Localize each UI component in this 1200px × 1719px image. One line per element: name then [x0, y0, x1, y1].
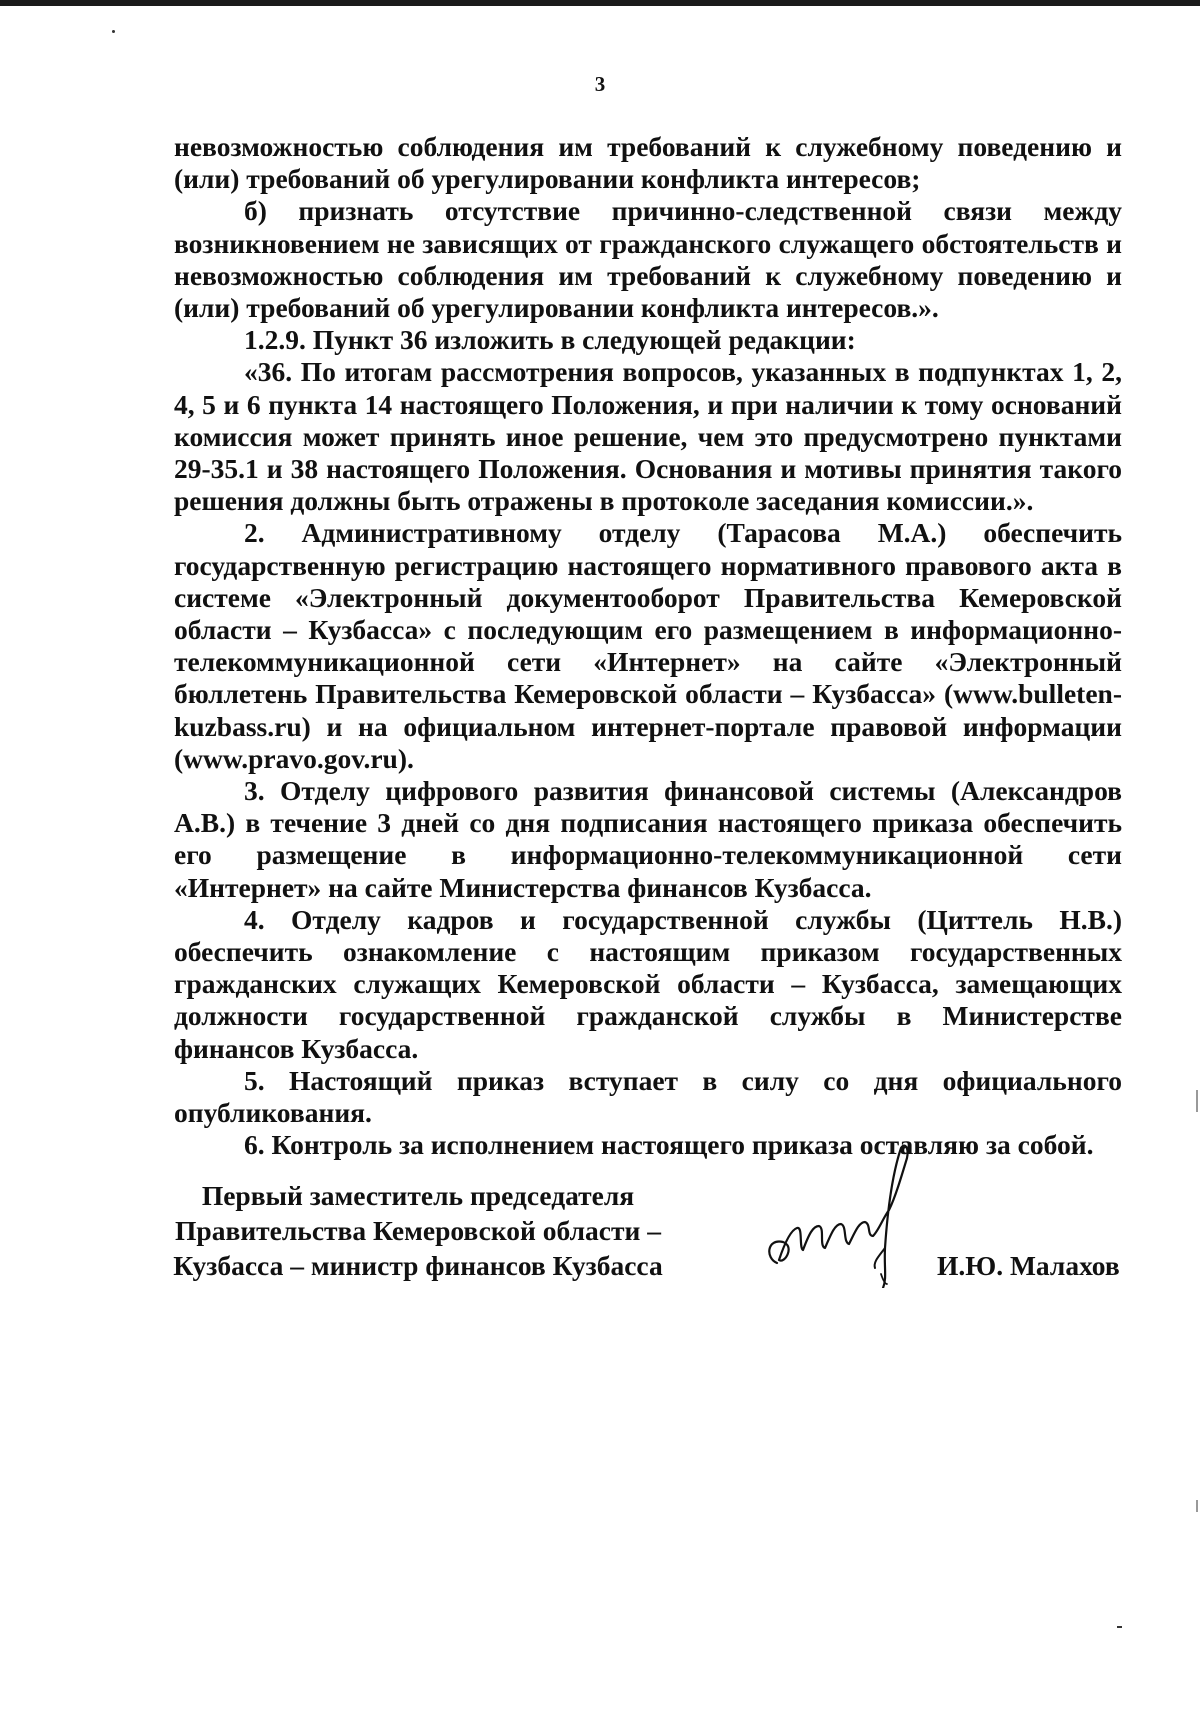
paragraph: 5. Настоящий приказ вступает в силу со дня официального опубликования.	[174, 1064, 1122, 1129]
paragraph: 4. Отделу кадров и государственной службы (Циттель Н.В.) обеспечить ознакомление с настоящим приказом государственных гражданских служащих Кемеровской области – Кузбасса, замещающих должности государственной гражданской службы в Министерстве финансов Кузбасса.	[174, 903, 1122, 1064]
position-line: Первый заместитель председателя	[201, 1180, 635, 1211]
scan-edge-top	[0, 0, 1200, 6]
scan-dot	[1117, 1626, 1122, 1628]
paragraph: «36. По итогам рассмотрения вопросов, указанных в подпунктах 1, 2, 4, 5 и 6 пункта 14 настоящего Положения, и при наличии к тому оснований комиссия может принять иное решение, чем это предусмотрено пунктами 29-35.1 и 38 настоящего Положения. Основания и мотивы принятия такого решения должны быть отражены в протоколе заседания комиссии.».	[174, 356, 1122, 517]
paragraph: 3. Отделу цифрового развития финансовой системы (Александров А.В.) в течение 3 дней со дня подписания настоящего приказа обеспечить его размещение в информационно-телекоммуникационной сети «Интернет» на сайте Министерства финансов Кузбасса.	[174, 775, 1122, 903]
document-body	[174, 131, 1122, 1162]
paragraph: невозможностью соблюдения им требований к служебному поведению и (или) требований об урегулировании конфликта интересов;	[174, 131, 1122, 195]
position-line: Кузбасса – министр финансов Кузбасса	[173, 1250, 663, 1281]
paragraph: б) признать отсутствие причинно-следственной связи между возникновением не зависящих от гражданского служащего обстоятельств и невозможностью соблюдения им требований к служебному поведению и (или) требований об урегулировании конфликта интересов.».	[174, 195, 1122, 324]
handwritten-signature	[755, 1138, 935, 1288]
position-line: Правительства Кемеровской области –	[175, 1215, 661, 1246]
signatory-position	[168, 1178, 668, 1283]
scan-dot	[112, 30, 115, 33]
margin-mark	[1196, 1500, 1198, 1512]
page-number: 3	[594, 72, 606, 96]
paragraph: 1.2.9. Пункт 36 изложить в следующей редакции:	[244, 324, 856, 356]
paragraph: 2. Административному отделу (Тарасова М.А.) обеспечить государственную регистрацию настоящего нормативного правового акта в системе «Электронный документооборот Правительства Кемеровской области – Кузбасса» с последующим его размещением в информационно-телекоммуникационной сети «Интернет» на сайте «Электронный бюллетень Правительства Кемеровской области – Кузбасса» (www.bulleten-kuzbass.ru) и на официальном интернет-портале правовой информации (www.pravo.gov.ru).	[174, 517, 1122, 774]
paragraph: 6. Контроль за исполнением настоящего приказа оставляю за собой.	[244, 1129, 1094, 1161]
signatory-name: И.Ю. Малахов	[937, 1250, 1120, 1281]
margin-mark	[1196, 1090, 1198, 1112]
